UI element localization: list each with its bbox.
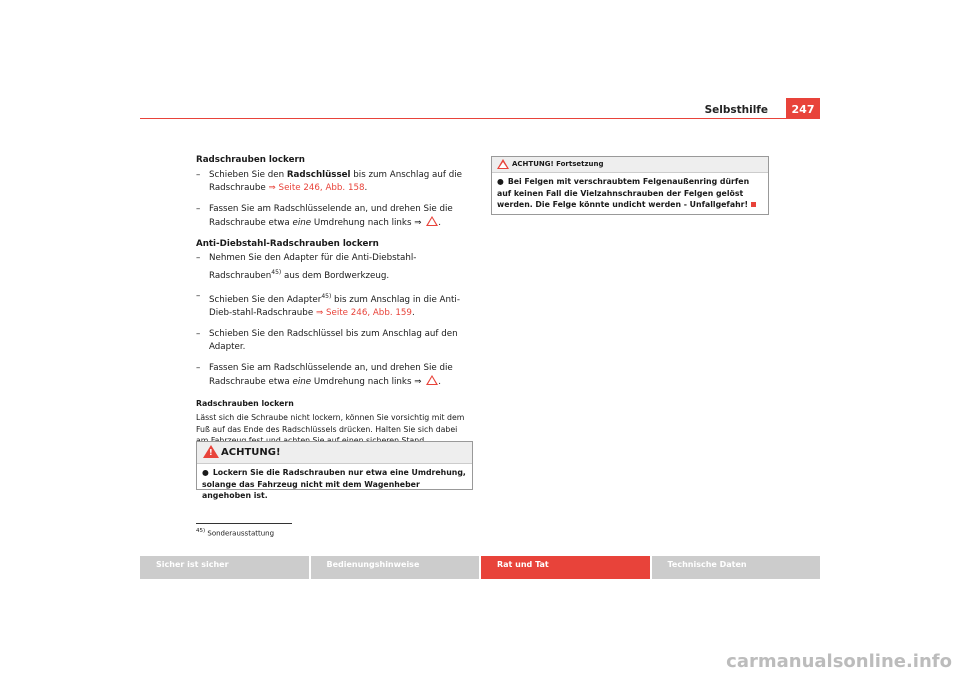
warning-box-title: ACHTUNG! Fortsetzung <box>512 160 604 168</box>
step-item: – Nehmen Sie den Adapter für die Anti-Diebstahl-Radschrauben$^{45)}$ aus dem Bordwerkzeug. <box>196 253 417 281</box>
warning-icon <box>497 159 509 169</box>
dash-marker: – <box>196 362 201 373</box>
footer-tab-rat-und-tat[interactable]: Rat und Tat <box>481 556 650 579</box>
step-item: – Schieben Sie den Radschlüssel bis zum Anschlag auf die Radschraube ⇒ Seite 246, Abb. 158. <box>196 169 462 193</box>
header-rule <box>140 118 820 119</box>
note-text: Lässt sich die Schraube nicht lockern, können Sie vorsichtig mit dem Fuß auf das Ende des Radschlüssels drücken. Halten Sie sich dabei <box>196 413 465 434</box>
page-link[interactable]: ⇒ Seite 246, Abb. 158 <box>268 183 365 193</box>
warning-icon[interactable] <box>426 216 438 226</box>
step-item: – Fassen Sie am Radschlüsselende an, und drehen Sie die Radschraube etwa eine Umdrehung nach links ⇒ . <box>196 203 453 228</box>
left-column <box>196 154 471 447</box>
step-item: – Schieben Sie den Radschlüssel bis zum Anschlag auf den Adapter. <box>196 328 458 353</box>
footer-tab-sicher[interactable]: Sicher ist sicher <box>140 556 309 579</box>
warning-box-body: ● Lockern Sie die Radschrauben nur etwa eine Umdrehung, solange das Fahrzeug nicht mit dem Wagenheber angehoben ist. <box>202 468 466 500</box>
warning-box-header <box>197 442 472 464</box>
watermark: carmanualsonline.info <box>726 651 952 672</box>
warning-box-header <box>492 157 768 173</box>
dash-marker: – <box>196 290 201 301</box>
end-marker-icon <box>751 202 756 207</box>
warning-box-continued <box>491 156 769 215</box>
bullet-icon: ● <box>497 177 504 186</box>
note-heading: Radschrauben lockern <box>196 398 294 408</box>
dash-marker: – <box>196 169 201 180</box>
footer-nav <box>140 556 820 579</box>
warning-box-title: ACHTUNG! <box>221 447 281 458</box>
warning-icon[interactable] <box>426 375 438 385</box>
dash-marker: – <box>196 203 201 214</box>
section-heading-anti-diebstahl: Anti-Diebstahl-Radschrauben lockern <box>196 238 379 249</box>
page-link[interactable]: ⇒ Seite 246, Abb. 159 <box>315 308 412 319</box>
section-heading-radschrauben: Radschrauben lockern <box>196 155 305 165</box>
warning-box-body: ● Bei Felgen mit verschraubtem Felgenaußenring dürfen auf keinen Fall die Vielzahnschrauben der Felgen gelöst werden. Die Felge könnte undicht werden - Unfallgefahr! <box>492 173 768 214</box>
dash-marker: – <box>196 253 201 263</box>
page-header-title: Selbsthilfe <box>704 104 768 116</box>
step-item: – Schieben Sie den Adapter$^{45)}$ bis zum Anschlag in die Anti-Dieb-stahl-Radschraube ⇒ Seite 246, Abb. 159. <box>196 290 460 319</box>
footnote-rule <box>196 523 292 524</box>
warning-box <box>196 441 473 500</box>
dash-marker: – <box>196 328 201 339</box>
footnote: $^{45)}$ Sonderausstattung <box>196 528 275 538</box>
footer-tab-technische-daten[interactable]: Technische Daten <box>652 556 821 579</box>
bullet-icon: ● <box>202 468 209 477</box>
step-item: – Fassen Sie am Radschlüsselende an, und drehen Sie die Radschraube etwa eine Umdrehung nach links ⇒ . <box>196 362 453 388</box>
footer-tab-bedienung[interactable]: Bedienungshinweise <box>311 556 480 579</box>
page-number-badge: 247 <box>786 98 820 119</box>
warning-icon <box>203 445 219 458</box>
